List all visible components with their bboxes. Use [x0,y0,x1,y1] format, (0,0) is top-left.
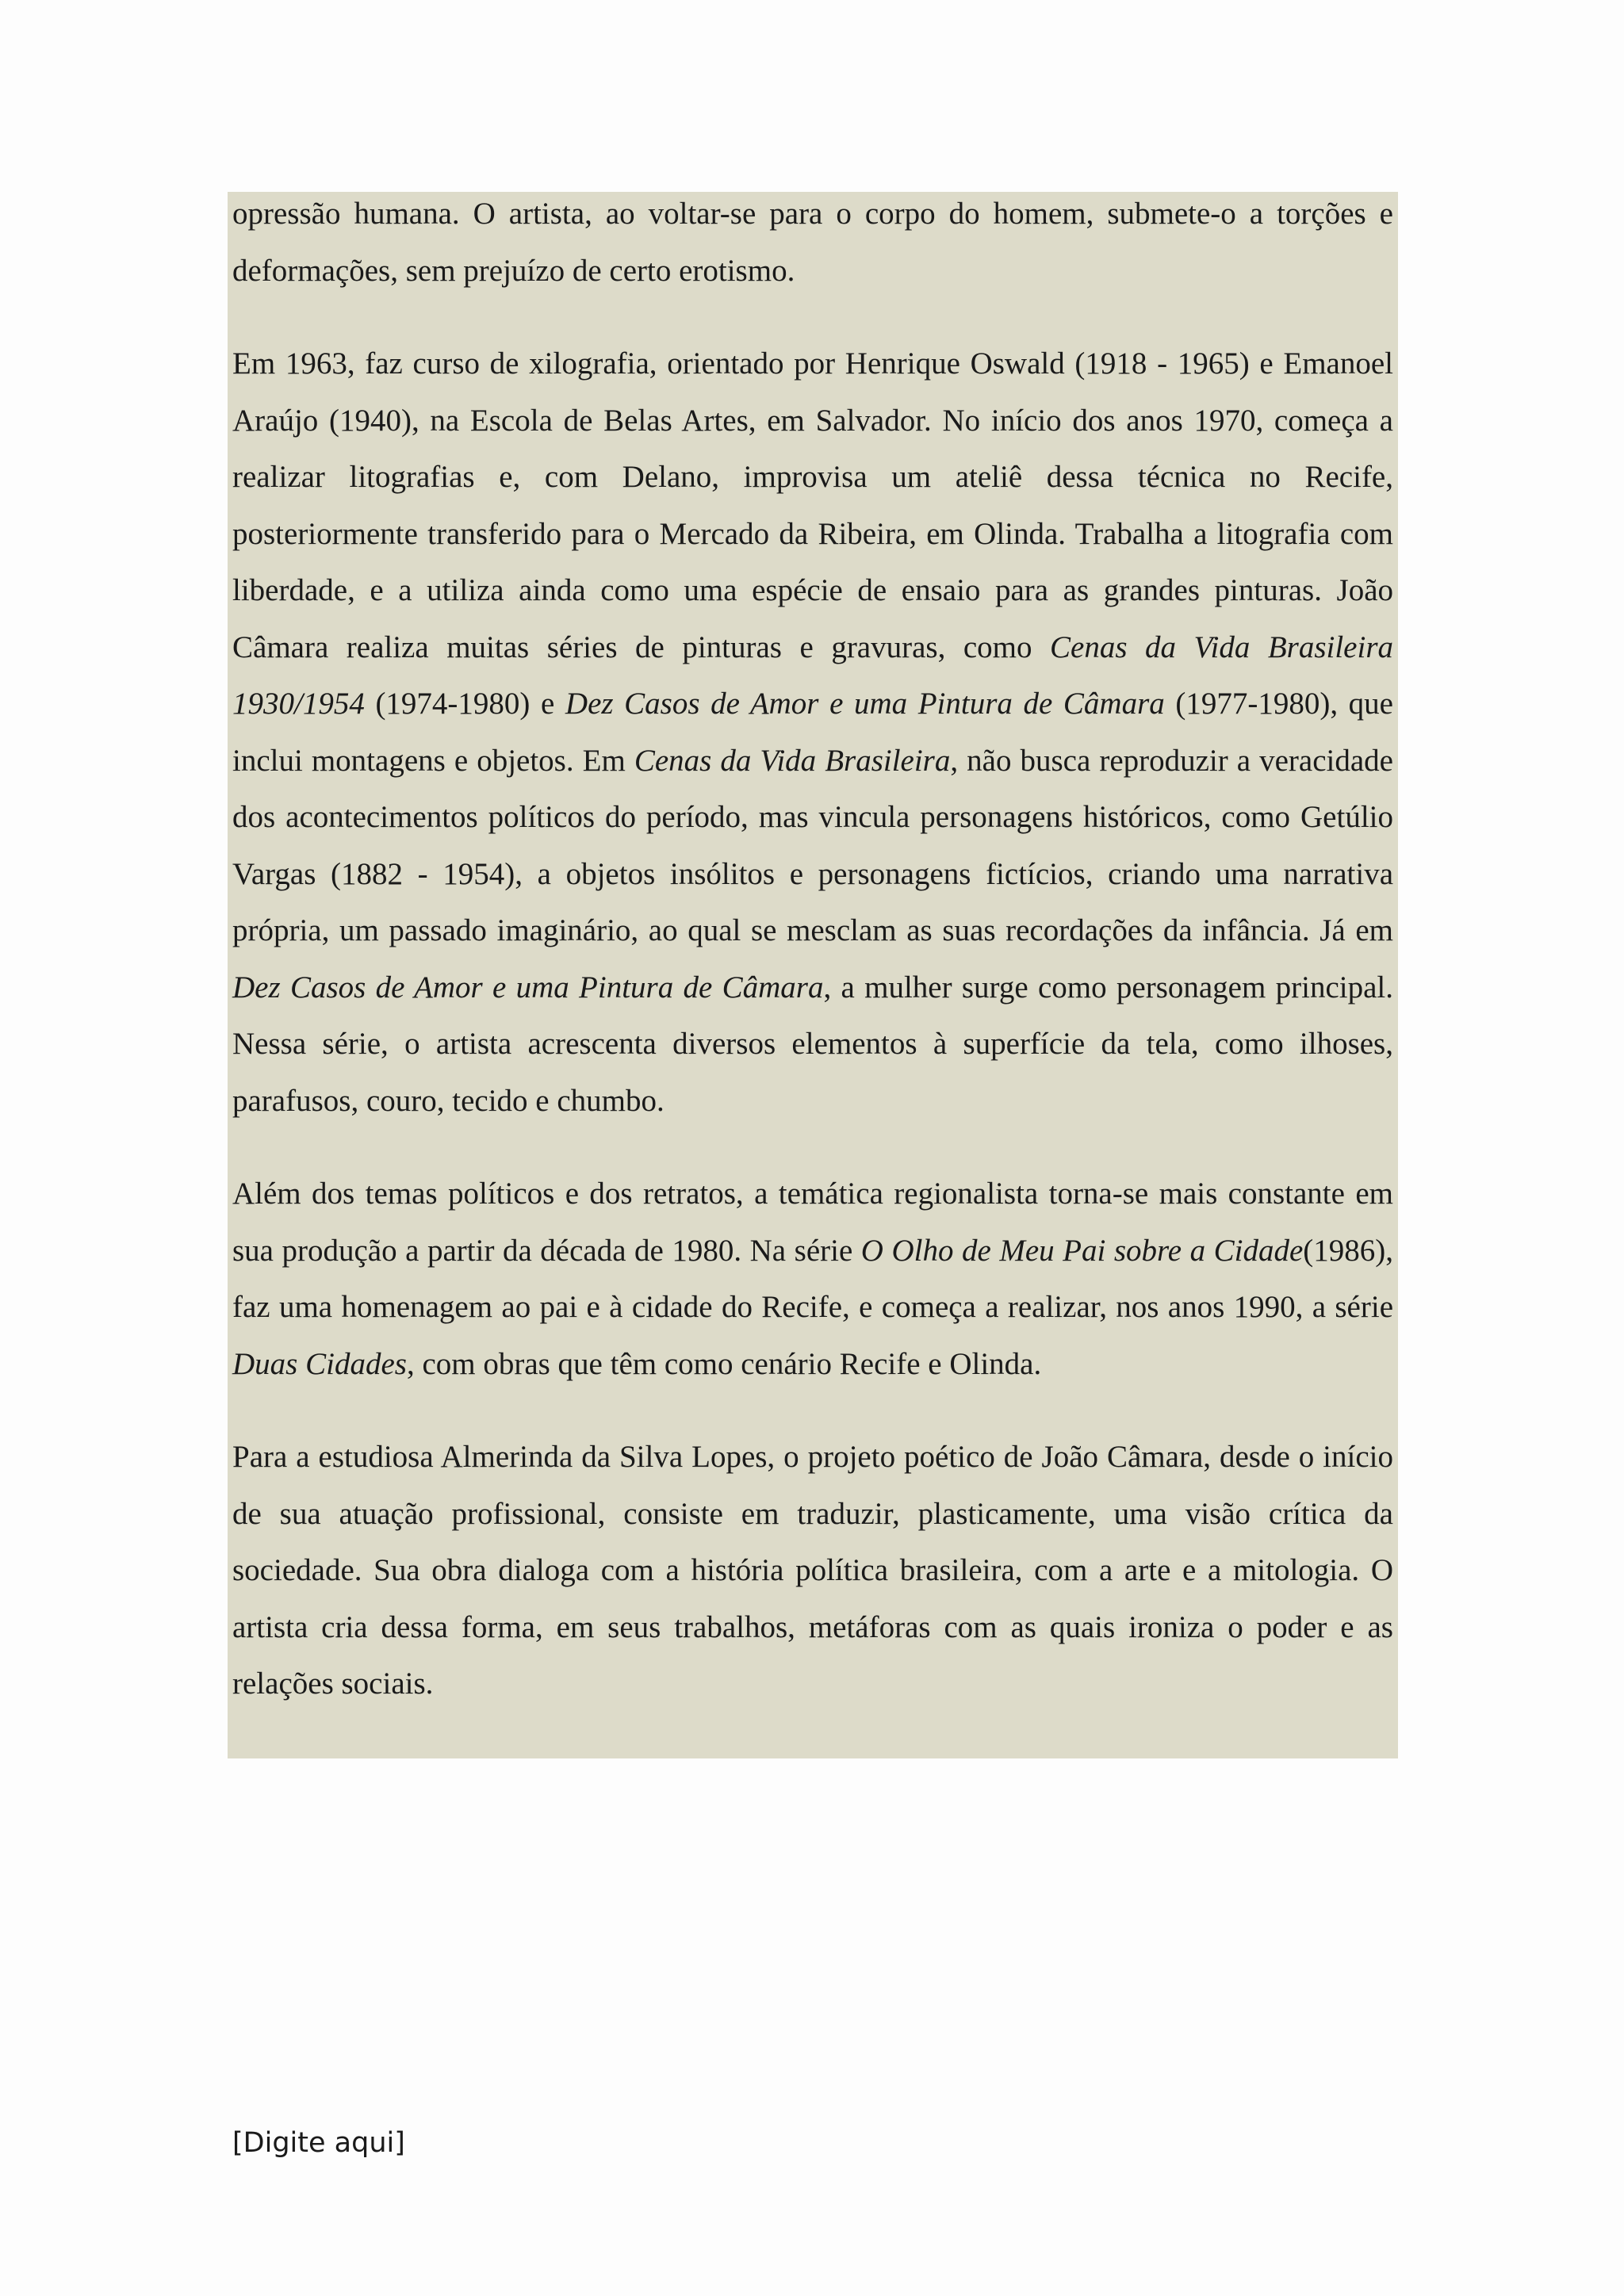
text-span: Além dos temas políticos e dos retratos, a temática regionalista torna-se mais constante em sua produção a partir da década de 1980. Na série [232,1177,1393,1268]
text-span: , com obras que têm como cenário Recife e Olinda. [406,1346,1042,1381]
paragraph [232,335,1393,1129]
footer-placeholder[interactable]: [Digite aqui] [232,2127,405,2159]
text-span: (1986), faz uma homenagem ao pai e à cidade do Recife, e começa a realizar, nos anos 1990, a série [232,1233,1393,1324]
text-span: Para a estudiosa Almerinda da Silva Lopes, o projeto poético de João Câmara, desde o início de sua atuação profissional, consiste em traduzir, plasticamente, uma visão crítica da sociedade. Sua obra dialoga com a história política brasileira, com a arte e a mitologia. O artista cria dessa forma, em seus trabalhos, metáforas com as quais ironiza o poder e as relações sociais. [232,1440,1393,1701]
text-span: , a mulher surge como personagem principal. Nessa série, o artista acrescenta diversos elementos à superfície da tela, como ilhoses, parafusos, couro, tecido e chumbo. [232,970,1393,1118]
italic-title-span: Cenas da Vida Brasileira [634,743,951,778]
italic-title-span: Dez Casos de Amor e uma Pintura de Câmara [232,970,824,1004]
italic-title-span: Cenas da Vida Brasileira 1930/1954 [232,629,1394,721]
text-span: opressão humana. O artista, ao voltar-se para o corpo do homem, submete-o a torções e deformações, sem prejuízo de certo erotismo. [232,197,1393,288]
italic-title-span: Dez Casos de Amor e uma Pintura de Câmara [565,687,1165,721]
paragraph [232,1429,1393,1712]
text-span: (1974-1980) e [364,687,565,721]
text-span: , não busca reproduzir a veracidade dos acontecimentos políticos do período, mas vincula personagens históricos, como Getúlio Vargas (1882 - 1954), a objetos insólitos e personagens fictícios, criando uma narrativa própria, um passado imaginário, ao qual se mesclam as suas recordações da infância. Já em [232,743,1393,947]
italic-title-span: Duas Cidades [232,1346,407,1381]
italic-title-span: O Olho de Meu Pai sobre a Cidade [860,1233,1304,1268]
text-span: Em 1963, faz curso de xilografia, orientado por Henrique Oswald (1918 - 1965) e Emanoel Araújo (1940), na Escola de Belas Artes, em Salvador. No início dos anos 1970, começa a realizar litografias e, com Delano, improvisa um ateliê dessa técnica no Recife, posteriormente transferido para o Mercado da Ribeira, em Olinda. Trabalha a litografia com liberdade, e a utiliza ainda como uma espécie de ensaio para as grandes pinturas. João Câmara realiza muitas séries de pinturas e gravuras, como [232,346,1393,664]
text-span: (1977-1980), que inclui montagens e objetos. Em [232,687,1393,778]
paragraph [232,186,1393,299]
body-text [232,186,1393,1712]
paragraph [232,1165,1393,1392]
